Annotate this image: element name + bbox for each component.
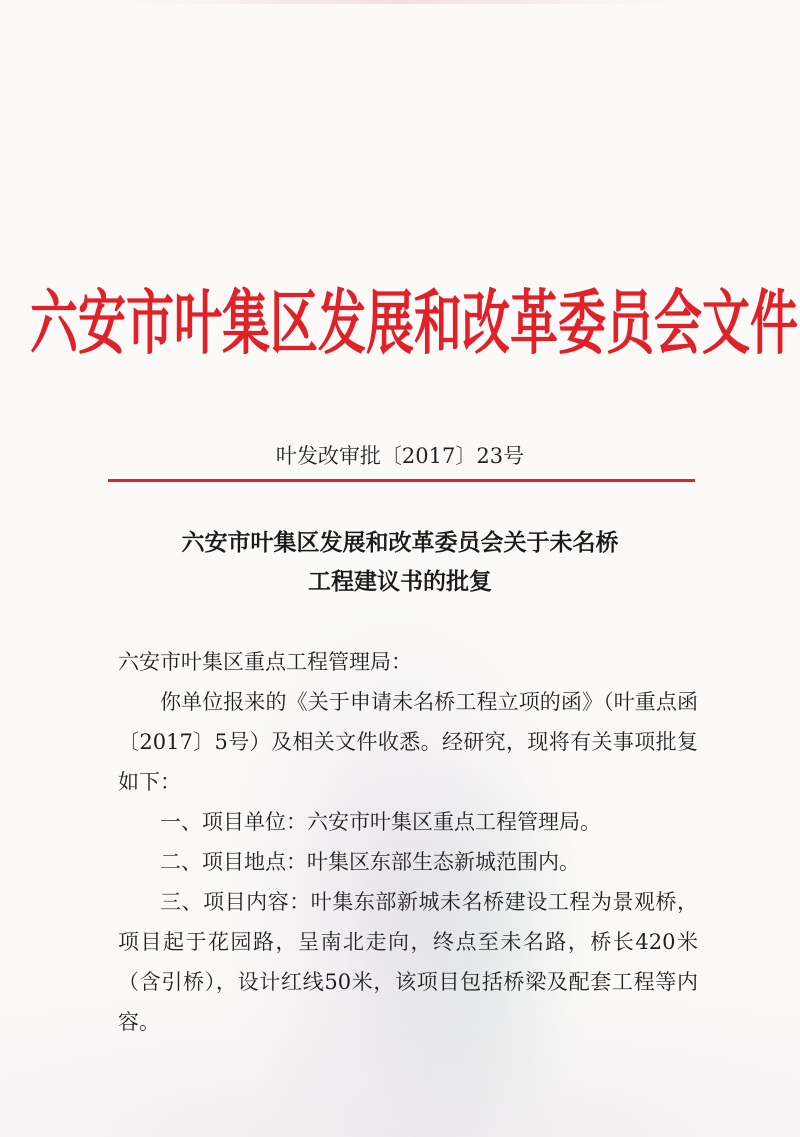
document-title-line-1: 六安市叶集区发展和改革委员会关于未名桥 <box>181 529 619 556</box>
document-body <box>118 642 698 1042</box>
red-divider-line <box>108 479 695 482</box>
scan-edge-mark <box>120 0 680 4</box>
item-project-location: 二、项目地点：叶集区东部生态新城范围内。 <box>160 850 580 874</box>
intro-paragraph: 你单位报来的《关于申请未名桥工程立项的函》（叶重点函〔2017〕5号）及相关文件收悉。经研究，现将有关事项批复如下： <box>118 690 698 794</box>
document-number: 叶发改审批〔2017〕23号 <box>275 444 525 468</box>
document-title-line-2: 工程建议书的批复 <box>308 568 492 595</box>
document-title <box>0 523 800 601</box>
addressee: 六安市叶集区重点工程管理局： <box>118 650 412 674</box>
item-project-unit: 一、项目单位：六安市叶集区重点工程管理局。 <box>160 810 601 834</box>
agency-header-title: 六安市叶集区发展和改革委员会文件 <box>30 283 799 365</box>
item-project-content: 三、项目内容：叶集东部新城未名桥建设工程为景观桥，项目起于花园路，呈南北走向，终点至未名路，桥长420米（含引桥），设计红线50米，该项目包括桥梁及配套工程等内容。 <box>118 890 698 1034</box>
